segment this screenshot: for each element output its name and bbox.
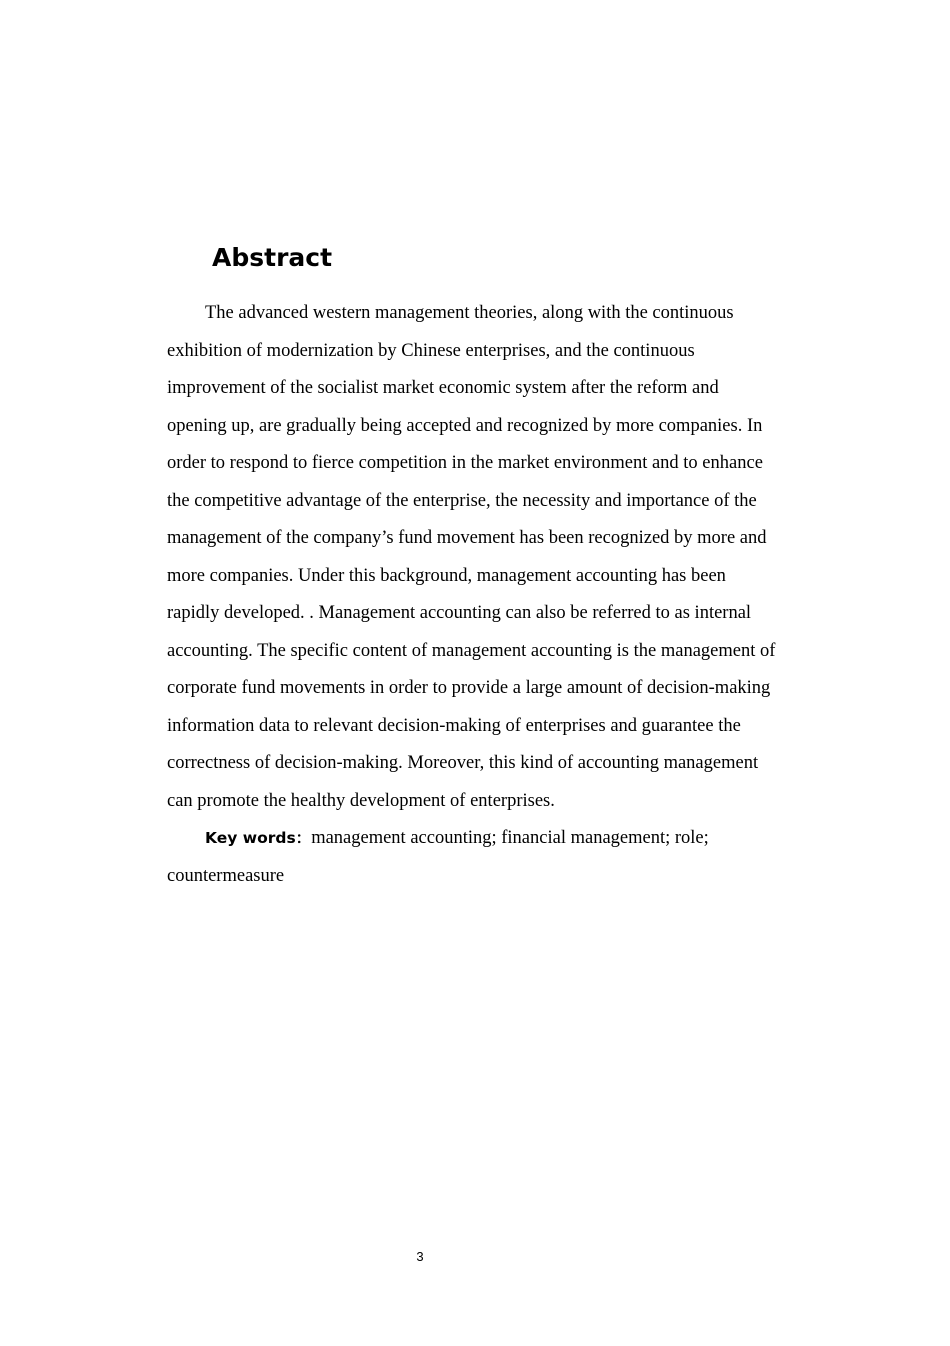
abstract-line: rapidly developed. . Management accounting can also be referred to as internal (167, 603, 752, 623)
abstract-line: more companies. Under this background, management accounting has been (167, 565, 726, 586)
abstract-line: order to respond to fierce competition in the market environment and to enhance (167, 453, 763, 473)
abstract-line: information data to relevant decision-making of enterprises and guarantee the (167, 715, 741, 736)
abstract-line: opening up, are gradually being accepted and recognized by more companies. In (167, 415, 763, 436)
page-number: 3 (416, 1249, 424, 1264)
keywords-line (167, 820, 807, 858)
keywords-continuation: countermeasure (167, 865, 285, 886)
abstract-line: exhibition of modernization by Chinese enterprises, and the continuous (167, 340, 695, 361)
abstract-line: the competitive advantage of the enterprise, the necessity and importance of the (167, 490, 757, 511)
keywords-text: management accounting; financial management; role; (311, 828, 709, 848)
abstract-line: improvement of the socialist market economic system after the reform and (167, 378, 719, 398)
abstract-body (167, 295, 807, 895)
abstract-line: can promote the healthy development of enterprises. (167, 790, 555, 811)
abstract-heading: Abstract (212, 243, 333, 272)
abstract-line: correctness of decision-making. Moreover, this kind of accounting management (167, 753, 759, 773)
abstract-line: accounting. The specific content of management accounting is the management of (167, 640, 776, 661)
abstract-line: management of the company’s fund movement has been recognized by more and (167, 528, 767, 548)
abstract-line: corporate fund movements in order to provide a large amount of decision-making (167, 678, 771, 698)
abstract-line: The advanced western management theories, along with the continuous (205, 303, 734, 323)
keywords-label: Key words： (205, 829, 312, 847)
